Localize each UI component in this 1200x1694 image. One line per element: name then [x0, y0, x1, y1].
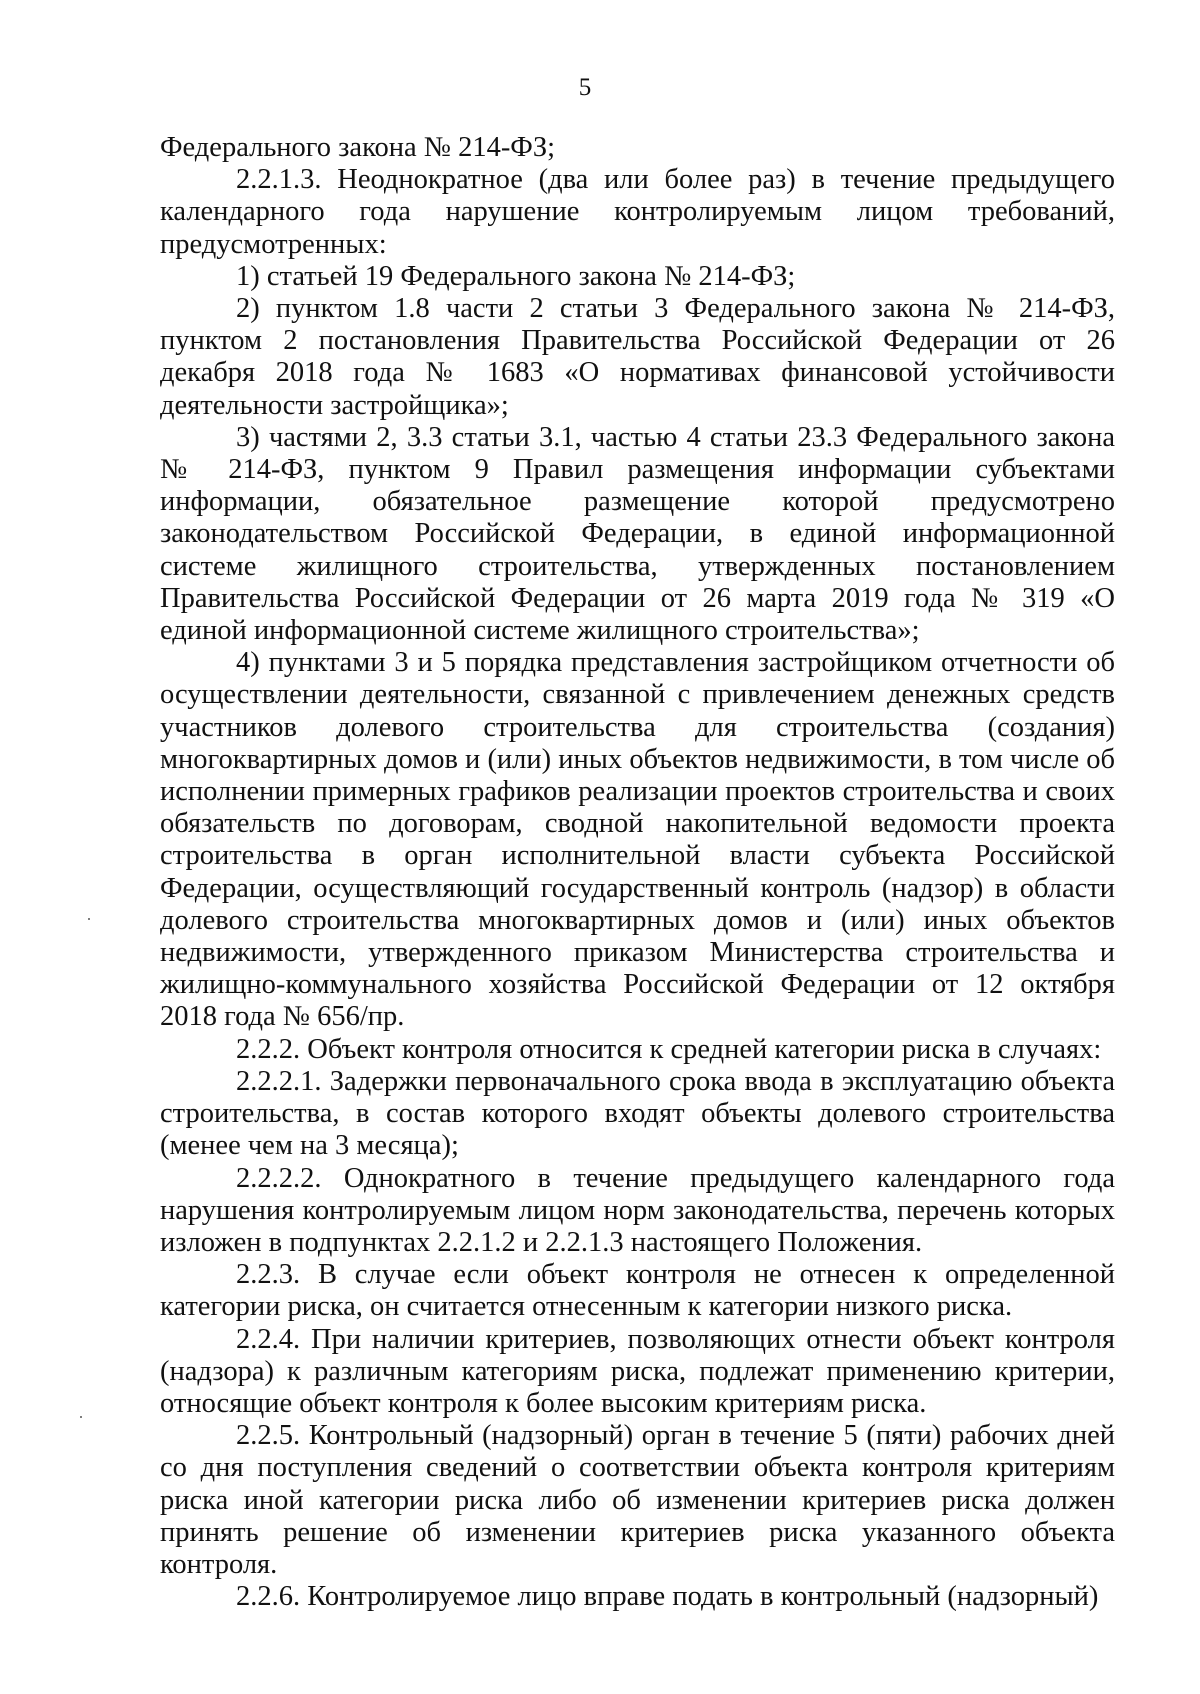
paragraph-2-2-2: 2.2.2. Объект контроля относится к средней категории риска в случаях:	[236, 1033, 1102, 1065]
paragraph-2-2-6: 2.2.6. Контролируемое лицо вправе подать в контрольный (надзорный)	[236, 1581, 1099, 1613]
document-body	[160, 132, 1115, 1613]
paragraph-2-2-5: 2.2.5. Контрольный (надзорный) орган в течение 5 (пяти) рабочих дней со дня поступления сведений о соответствии объекта контроля критериям риска иной категории риска либо об изменении критериев риска должен принять решение об изменении критериев риска указанного объекта контроля.	[160, 1420, 1115, 1580]
scan-speck	[80, 1416, 82, 1418]
paragraph-2-2-1-3: 2.2.1.3. Неоднократное (два или более раз) в течение предыдущего календарного года нарушение контролируемым лицом требований, предусмотренных:	[160, 164, 1115, 260]
scan-speck	[88, 918, 90, 920]
list-item-1: 1) статьей 19 Федерального закона № 214-ФЗ;	[236, 260, 796, 292]
paragraph-continuation: Федерального закона № 214-ФЗ;	[160, 132, 556, 163]
list-item-4: 4) пунктами 3 и 5 порядка представления застройщиком отчетности об осуществлении деятельности, связанной с привлечением денежных средств участников долевого строительства для строительства (создания) многоквартирных домов и (или) иных объектов недвижимости, в том числе об исполнении примерных графиков реализации проектов строительства и своих обязательств по договорам, сводной накопительной ведомости проекта строительства в орган исполнительной власти субъекта Российской Федерации, осуществляющий государственный контроль (надзор) в области долевого строительства многоквартирных домов и (или) иных объектов недвижимости, утвержденного приказом Министерства строительства и жилищно-коммунального хозяйства Российской Федерации от 12 октября 2018 года № 656/пр.	[160, 647, 1115, 1033]
list-item-2: 2) пунктом 1.8 части 2 статьи 3 Федерального закона № 214-ФЗ, пунктом 2 постановления Правительства Российской Федерации от 26 декабря 2018 года № 1683 «О нормативах финансовой устойчивости деятельности застройщика»;	[160, 293, 1115, 421]
page-number: 5	[578, 74, 592, 101]
paragraph-2-2-4: 2.2.4. При наличии критериев, позволяющих отнести объект контроля (надзора) к различным категориям риска, подлежат применению критерии, относящие объект контроля к более высоким критериям риска.	[160, 1323, 1115, 1419]
paragraph-2-2-3: 2.2.3. В случае если объект контроля не отнесен к определенной категории риска, он считается отнесенным к категории низкого риска.	[160, 1259, 1115, 1323]
list-item-3: 3) частями 2, 3.3 статьи 3.1, частью 4 статьи 23.3 Федерального закона № 214-ФЗ, пунктом 9 Правил размещения информации субъектами информации, обязательное размещение которой предусмотрено законодательством Российской Федерации, в единой информационной системе жилищного строительства, утвержденных постановлением Правительства Российской Федерации от 26 марта 2019 года № 319 «О единой информационной системе жилищного строительства»;	[160, 421, 1115, 647]
paragraph-2-2-2-1: 2.2.2.1. Задержки первоначального срока ввода в эксплуатацию объекта строительства, в состав которого входят объекты долевого строительства (менее чем на 3 месяца);	[160, 1065, 1115, 1162]
paragraph-2-2-2-2: 2.2.2.2. Однократного в течение предыдущего календарного года нарушения контролируемым лицом норм законодательства, перечень которых изложен в подпунктах 2.2.1.2 и 2.2.1.3 настоящего Положения.	[160, 1162, 1115, 1258]
